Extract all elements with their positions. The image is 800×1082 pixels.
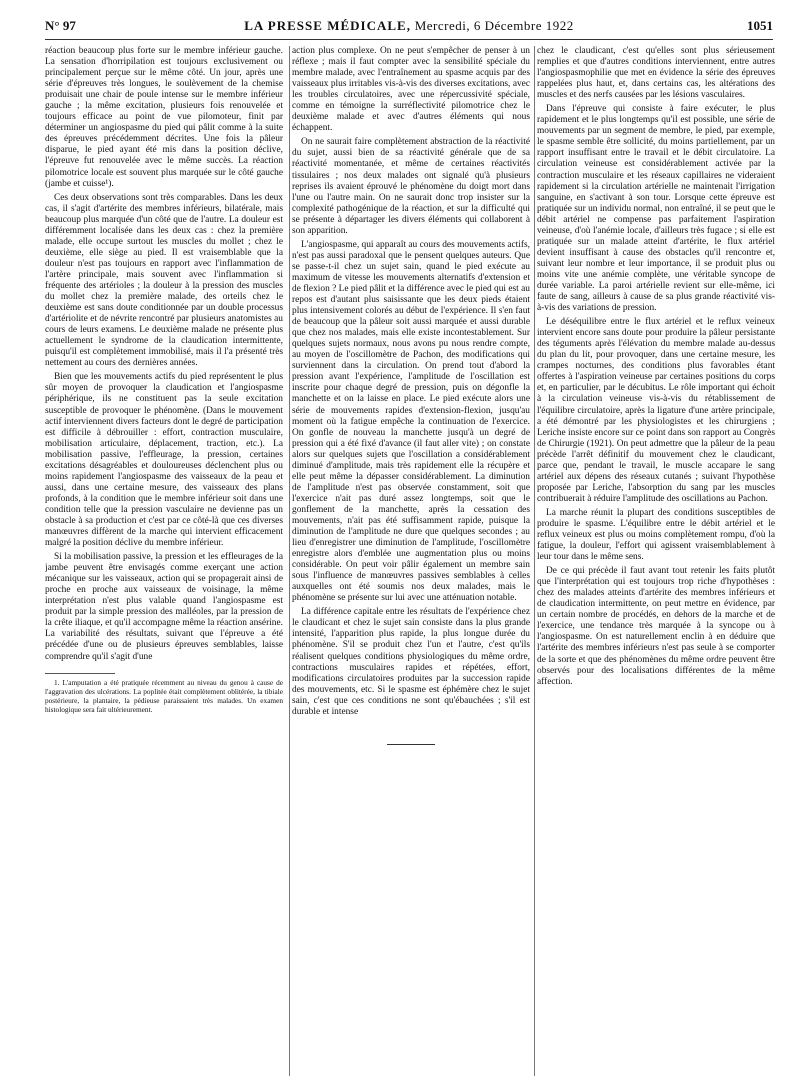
paragraph: La marche réunit la plupart des conditions susceptibles de produire le spasme. L'équilibre entre le débit artériel et le reflux veineux est plus ou moins complètement rompu, d'où la fatigue, la douleur, l'effort qui agissent vraisemblablement à leur tour dans le même sens. (537, 507, 775, 563)
footnote-rule (45, 673, 115, 674)
paragraph: De ce qui précède il faut avant tout retenir les faits plutôt que l'interprétation qui est toujours trop riche d'hypothèses : chez des malades atteints d'artérite des membres inférieurs et de claudication intermittente, on peut mettre en évidence, par un certain nombre de procédés, en dehors de la marche et de l'exercice, une tendance très marquée à la syncope ou à l'angiospasme. On est naturellement enclin à en déduire que l'artérite des membres inférieurs n'est pas seule à se comporter de la sorte et que des phénomènes du même ordre peuvent être observés pour des localisations différentes de la même affection. (537, 566, 775, 687)
paragraph: Bien que les mouvements actifs du pied représentent le plus sûr moyen de provoquer la claudication et l'angiospasme périphérique, ils ne constituent pas la seule excitation susceptible de provoquer le phénomène. (Dans le mouvement actif interviennent divers facteurs dont le degré de participation est difficile à débrouiller : effort, contraction musculaire, mobilisation articulaire, déplacement, traction, etc.). La mobilisation passive, l'effleurage, la pression, certaines excitations désagréables et douloureuses déclenchent plus ou moins rapidement l'angiospasme des vaisseaux de la peau et aussi, dans une certaine mesure, des vaisseaux des plans profonds, à la condition que le membre inférieur soit dans une condition telle que la pression vasculaire ne devienne pas un obstacle à sa production et c'est par ce côté-là que ces diverses manœuvres diffèrent de la marche qui intervient efficacement malgré la position déclive du membre inférieur. (45, 372, 283, 549)
issue-number: N° 97 (45, 18, 76, 33)
paragraph: L'angiospasme, qui apparaît au cours des mouvements actifs, n'est pas aussi paradoxal que le pensent quelques auteurs. Que se passe-t-il chez un sujet sain, quand le pied exécute au maximum de vitesse les mouvements alternatifs d'extension et de flexion ? Le pied pâlit et la différence avec le pied qui est au repos est d'autant plus saisissante que les deux pieds étaient plus intensivement colorés au début de l'expérience. Il s'en faut de beaucoup que la pâleur soit aussi marquée et aussi durable que chez nos malades, mais elle existe incontestablement. Sur quelques sujets normaux, nous avons pu nous rendre compte, au moyen de l'oscillomètre de Pachon, des modifications qui surviennent dans la circulation. On prend tout d'abord la pression avant l'expérience, l'amplitude de l'oscillation est inscrite pour chaque degré de pression, puis on dégonfle la manchette et on la laisse en place. Le pied exécute alors une série de mouvements rapides d'extension-flexion, jusqu'au moment où la fatigue empêche la continuation de l'exercice. On gonfle de nouveau la manchette jusqu'à un degré de pression qui a été fixé d'avance (il faut aller vite) ; on constate alors sur quelques sujets que l'oscillation a considérablement diminué d'amplitude, mais très rapidement elle la récupère et elle peut même la dépasser considérablement. La diminution de l'amplitude n'est pas observée constamment, soit que l'exercice n'ait pas duré assez longtemps, soit que le gonflement de la manchette, après la cessation des mouvements, n'ait pas été suffisamment rapide, puisque la diminution de l'amplitude ne dure que quelques secondes ; au lieu d'enregistrer une diminution de l'amplitude, l'oscillomètre enregistre alors d'emblée une augmentation plus ou moins considérable. On peut voir pâlir également un membre sain sous l'influence de manœuvres passives semblables à celles auxquelles ont été soumis nos deux malades, mais le phénomène se présente sur lui avec une atténuation notable. (292, 239, 530, 604)
column-2 (292, 46, 530, 1076)
header-rule (45, 39, 773, 40)
paragraph: réaction beaucoup plus forte sur le membre inférieur gauche. La sensation d'horripilation est toujours exclusivement ou principalement perçue sur le même côté. Un jour, après une série d'épreuves très longues, le soulèvement de la chemise produisait une chair de poule intense sur le membre inférieur gauche ; la même excitation, plusieurs fois renouvelée et toujours efficace au point de vue pilomoteur, finit par déterminer un angiospasme du pied qui pâlit comme à la suite des épreuves précédemment décrites. Une fois la pâleur disparue, le pied ayant été mis dans la position déclive, l'épreuve fut renouvelée avec le même succès. La réaction pilomotrice locale est souvent plus marquée sur le côté gauche (jambe et cuisse¹). (45, 46, 283, 189)
paragraph: La différence capitale entre les résultats de l'expérience chez le claudicant et chez le sujet sain consiste dans la plus grande intensité, l'apparition plus rapide, la plus longue durée du phénomène. S'il se produit chez l'un et l'autre, c'est qu'ils réalisent quelques conditions physiologiques du même ordre, contractions musculaires rapides et répétées, effort, modifications circulatoires produites par la succession rapide des mouvements, etc. Si le spasme est éphémère chez le sujet sain, c'est que ces conditions ne sont qu'ébauchées ; s'il est durable et intense (292, 607, 530, 717)
article-end-rule (387, 744, 435, 745)
column-divider-2 (534, 46, 535, 1076)
running-header (45, 18, 773, 38)
paragraph: On ne saurait faire complètement abstraction de la réactivité du sujet, aussi bien de sa réactivité générale que de sa réactivité momentanée, et même de certaines réactivités tissulaires ; nos deux malades ont signalé qu'à plusieurs reprises ils avaient éprouvé le phénomène du doigt mort dans l'une ou l'autre main. On ne saurait donc trop insister sur la complexité pathogénique de la réaction, et sur la difficulté qui se présente à départager les divers éléments qui collaborent à son apparition. (292, 137, 530, 236)
footnote: 1. L'amputation a été pratiquée récemment au niveau du genou à cause de l'aggravation des ulcérations. La poplitée était complètement oblitérée, la tibiale postérieure, la plantaire, la pédieuse paraissaient très malades. Un examen histologique sera fait ultérieurement. (45, 677, 283, 714)
paragraph: chez le claudicant, c'est qu'elles sont plus sérieusement remplies et que d'autres conditions interviennent, entre autres l'angiospasmophilie que met en évidence la série des épreuves rappelées plus haut, et, dans certains cas, les altérations des muscles et des nerfs causées par les lésions vasculaires. (537, 46, 775, 101)
paragraph: Dans l'épreuve qui consiste à faire exécuter, le plus rapidement et le plus longtemps qu'il est possible, une série de mouvements par un segment de membre, le pied, par exemple, le spasme semble être sollicité, du moins partiellement, par un rapport insuffisant entre le travail et le débit circulatoire. La circulation veineuse est considérablement activée par la contraction musculaire et les réseaux capillaires ne videraient rapidement si la circulation artérielle ne maintenait l'irrigation sanguine, en s'activant à son tour. Lorsque cette épreuve est pratiquée sur un individu normal, non entraîné, il se peut que le débit artériel ne compense pas parfaitement l'aspiration veineuse, d'où l'anémie locale, d'ailleurs très fugace ; si elle est pratiquée sur un malade atteint d'artérite, le flux artériel devient insuffisant à cause des obstacles qu'il rencontre et, suivant leur nombre et leur importance, il se produit plus ou moins vite une anémie complète, une véritable syncope de durée variable. La paroi artérielle revient sur elle-même, ici faute de sang, ailleurs à cause de sa plus grande réactivité vis-à-vis des variations de pression. (537, 104, 775, 314)
paragraph: Le déséquilibre entre le flux artériel et le reflux veineux intervient encore sans doute pour produire la pâleur persistante des téguments après l'élévation du membre malade au-dessus du plan du lit, pour provoquer, dans une certaine mesure, les crampes nocturnes, des conditions plus favorables étant offertes à l'aspiration veineuse par certaines positions du corps et, en particulier, par le décubitus. Le rôle important qui échoit à la circulation veineuse vis-à-vis du rétablissement de l'équilibre circulatoire, après la ligature d'une artère principale, a été démontré par les physiologistes et les chirurgiens ; Leriche insiste encore sur ce point dans son rapport au Congrès de Chirurgie (1921). On peut admettre que la pâleur de la peau précède l'arrêt définitif du mouvement chez le claudicant, parce que, pendant le travail, le muscle accapare le sang artériel aux dépens des réseaux cutanés ; suivant l'hypothèse proposée par Leriche, l'absorption du sang par les muscles contribuerait à réduire l'amplitude des oscillations au Pachon. (537, 317, 775, 504)
paragraph: Si la mobilisation passive, la pression et les effleurages de la jambe peuvent être envisagés comme exerçant une action mécanique sur les vaisseaux, action qui se propagerait ainsi de proche en proche aux vaisseaux de voisinage, la même interprétation n'est plus valable quand l'angiospasme est produit par la simple pression des malléoles, par la pression de la crête iliaque, et qu'il accompagne même la réaction ansérine. La variabilité des résultats, suivant que l'épreuve a été précédée d'une ou de plusieurs épreuves semblables, laisse comprendre qu'il s'agit d'une (45, 552, 283, 662)
paragraph: action plus complexe. On ne peut s'empêcher de penser à un réflexe ; mais il faut compter avec la sensibilité spéciale du membre malade, avec l'entraînement au spasme acquis par des vaisseaux plus irritables vis-à-vis des diverses excitations, avec les troubles circulatoires, avec une répercussivité spéciale, comme en témoigne la surréflectivité pilomotrice chez le deuxième malade et avec d'autres éléments qui nous échappent. (292, 46, 530, 134)
column-1 (45, 46, 283, 1076)
page-number: 1051 (747, 18, 773, 33)
journal-title: LA PRESSE MÉDICALE, (244, 18, 411, 33)
column-divider-1 (289, 46, 290, 1076)
issue-date: Mercredi, 6 Décembre 1922 (414, 18, 574, 33)
journal-title-line (45, 18, 773, 34)
paragraph: Ces deux observations sont très comparables. Dans les deux cas, il s'agit d'artérite des membres inférieurs, bilatérale, mais beaucoup plus marquée d'un côté que de l'autre. La douleur est différemment localisée dans les deux cas : chez la première malade, elle occupe surtout les muscles du mollet ; chez le deuxième, elle siège au pied. Il est vraisemblable que la douleur n'est pas toujours en rapport avec l'inflammation de l'artère principale, mais souvent avec l'inflammation si fréquente des artérioles ; la douleur à la pression des muscles du mollet chez la première malade, des orteils chez le deuxième est sans doute conditionnée par un double processus d'artériolite et de névrite rencontré par plusieurs anatomistes au cours de leurs examens. Le deuxième malade ne présente plus actuellement le syndrome de la claudication intermittente, puisqu'il est complètement immobilisé, mais il l'a présenté très nettement au cours des dernières années. (45, 192, 283, 369)
column-3 (537, 46, 775, 1076)
